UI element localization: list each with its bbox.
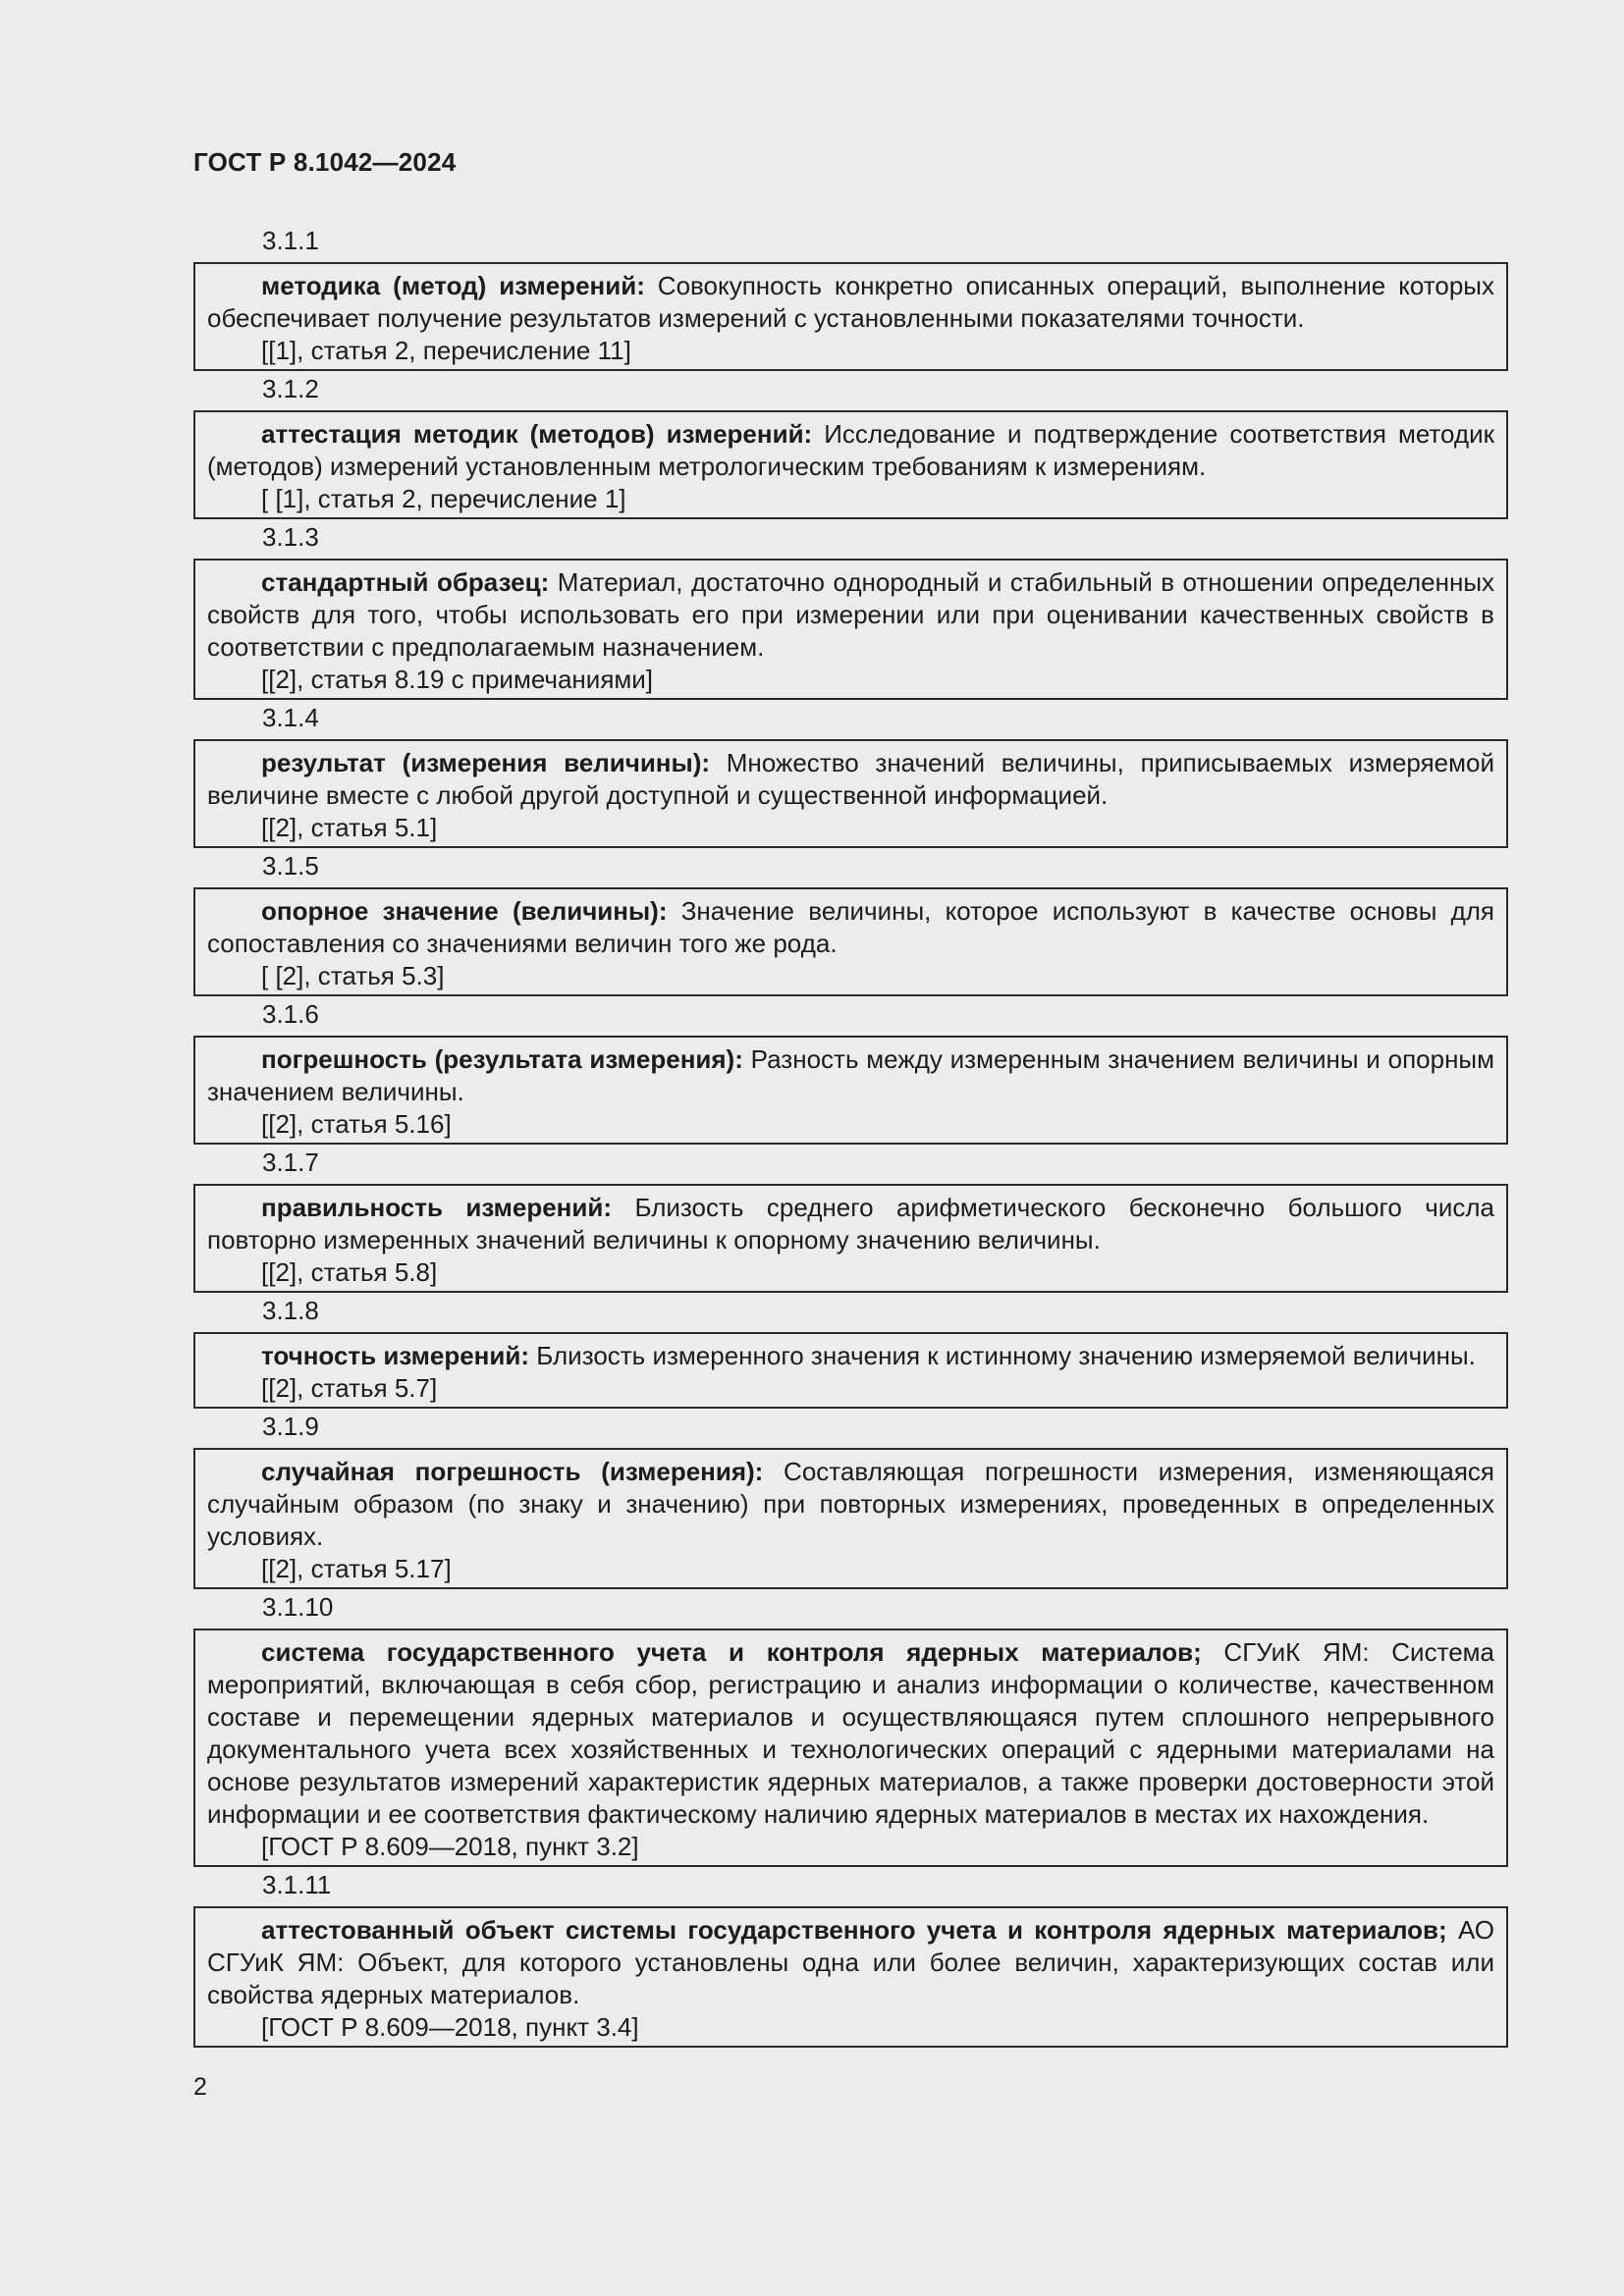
term-definition (207, 747, 1494, 812)
definition-text: Множество значений величины, приписываемых измеряемой величине вместе с любой другой доступной и существенной информацией. (207, 748, 1494, 810)
definition-text: Близость измеренного значения к истинному значению измеряемой величины. (529, 1341, 1476, 1370)
term-source: [ [2], статья 5.3] (261, 961, 445, 990)
term-number: 3.1.4 (262, 703, 319, 732)
term-definition (207, 1636, 1494, 1831)
term-name: система государственного учета и контроля ядерных материалов; (261, 1637, 1202, 1667)
term-source: [ [1], статья 2, перечисление 1] (261, 484, 626, 513)
term-number: 3.1.6 (262, 999, 319, 1029)
term-entry (193, 1332, 1508, 1409)
page-number: 2 (193, 2073, 207, 2101)
term-definition (207, 270, 1494, 335)
term-number: 3.1.1 (262, 226, 319, 255)
term-source: [[1], статья 2, перечисление 11] (261, 336, 631, 365)
term-name: опорное значение (величины): (261, 896, 668, 926)
term-definition (207, 418, 1494, 483)
term-name: результат (измерения величины): (261, 748, 711, 777)
term-entry (193, 1036, 1508, 1145)
term-source: [[2], статья 5.16] (261, 1109, 452, 1139)
definition-text: Составляющая погрешности измерения, изменяющаяся случайным образом (по знаку и значению) при повторных измерениях, проведенных в определенных условиях. (207, 1457, 1495, 1551)
term-number: 3.1.7 (262, 1148, 319, 1177)
term-entry (193, 1906, 1508, 2048)
term-number: 3.1.3 (262, 522, 319, 552)
term-number: 3.1.8 (262, 1296, 319, 1325)
term-number: 3.1.2 (262, 374, 319, 403)
term-name: методика (метод) измерений: (261, 271, 645, 300)
definition-text: АО СГУиК ЯМ: Объект, для которого установлены одна или более величин, характеризующих состав или свойства ядерных материалов. (207, 1915, 1495, 2009)
term-name: случайная погрешность (измерения): (261, 1457, 764, 1486)
term-entry (193, 410, 1508, 519)
term-name: правильность измерений: (261, 1193, 612, 1222)
term-definition (207, 1340, 1494, 1372)
term-name: погрешность (результата измерения): (261, 1044, 743, 1074)
terms-list (193, 225, 1508, 2050)
term-name: точность измерений: (261, 1341, 529, 1370)
definition-text: Материал, достаточно однородный и стабильный в отношении определенных свойств для того, чтобы использовать его при измерении или при оценивании качественных свойств в соответствии с предполагаемым назначением. (207, 567, 1495, 662)
term-source: [[2], статья 5.17] (261, 1554, 452, 1583)
document-header: ГОСТ Р 8.1042—2024 (193, 147, 457, 177)
term-number: 3.1.11 (262, 1870, 332, 1899)
term-number: 3.1.10 (262, 1592, 334, 1622)
term-entry (193, 1629, 1508, 1867)
term-entry (193, 887, 1508, 996)
definition-text: Исследование и подтверждение соответствия методик (методов) измерений установленным метрологическим требованиям к измерениям. (207, 419, 1494, 481)
definition-text: Значение величины, которое используют в качестве основы для сопоставления со значениями величин того же рода. (207, 896, 1495, 958)
term-entry (193, 262, 1508, 371)
term-definition (207, 566, 1494, 664)
definition-text: СГУиК ЯМ: Система мероприятий, включающая в себя сбор, регистрацию и анализ информации о количестве, качественном составе и перемещении ядерных материалов и осуществляющаяся путем сплошного непрерывного документального учета всех хозяйственных и технологических операций с ядерными материалами на основе результатов измерений характеристик ядерных материалов, а также проверки достоверности этой информации и ее соответствия фактическому наличию ядерных материалов в местах их нахождения. (207, 1637, 1494, 1829)
term-source: [ГОСТ Р 8.609—2018, пункт 3.4] (261, 2012, 639, 2042)
term-name: аттестация методик (методов) измерений: (261, 419, 813, 449)
term-definition (207, 1914, 1494, 2011)
term-name: стандартный образец: (261, 567, 550, 597)
term-entry (193, 739, 1508, 848)
term-number: 3.1.9 (262, 1412, 319, 1441)
term-definition (207, 895, 1494, 960)
term-definition (207, 1192, 1494, 1256)
term-definition (207, 1456, 1494, 1553)
definition-text: Близость среднего арифметического бесконечно большого числа повторно измеренных значений величины к опорному значению величины. (207, 1193, 1494, 1255)
term-number: 3.1.5 (262, 851, 319, 881)
definition-text: Разность между измеренным значением величины и опорным значением величины. (207, 1044, 1494, 1106)
term-source: [[2], статья 5.7] (261, 1373, 438, 1403)
term-entry (193, 559, 1508, 700)
term-source: [[2], статья 5.1] (261, 813, 438, 842)
term-source: [[2], статья 8.19 с примечаниями] (261, 665, 654, 694)
term-name: аттестованный объект системы государственного учета и контроля ядерных материалов; (261, 1915, 1447, 1945)
term-entry (193, 1184, 1508, 1293)
term-source: [[2], статья 5.8] (261, 1257, 438, 1287)
term-definition (207, 1043, 1494, 1108)
term-source: [ГОСТ Р 8.609—2018, пункт 3.2] (261, 1832, 639, 1861)
term-entry (193, 1448, 1508, 1589)
definition-text: Совокупность конкретно описанных операций, выполнение которых обеспечивает получение результатов измерений с установленными показателями точности. (207, 271, 1494, 333)
